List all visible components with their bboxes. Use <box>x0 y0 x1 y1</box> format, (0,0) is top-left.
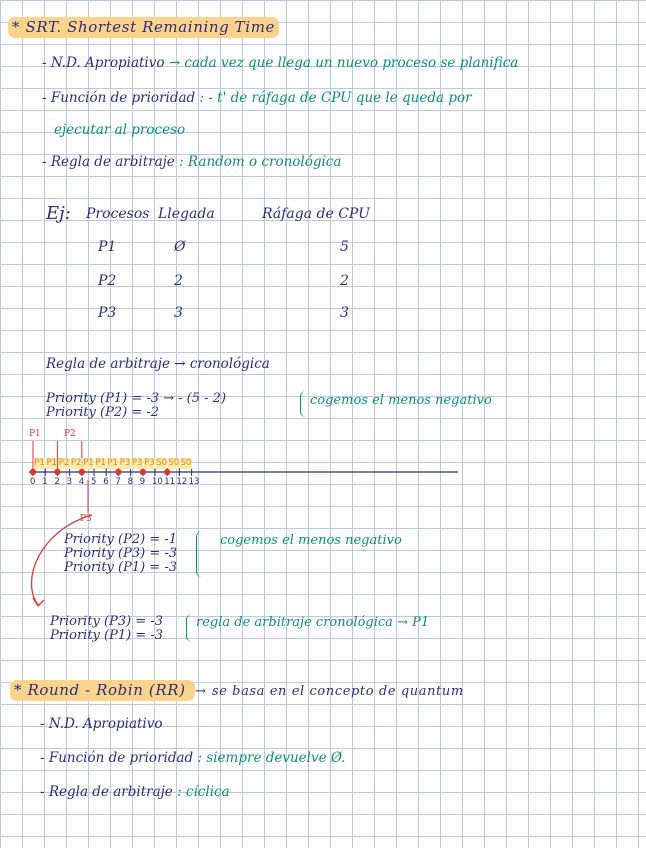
srt-line1-arrow: → <box>168 55 181 71</box>
table-cell: 2 <box>174 273 183 289</box>
table-cell: 3 <box>340 305 349 321</box>
srt-line1-rest: cada vez que llega un nuevo proceso se planifica <box>184 55 519 71</box>
table-cell: 5 <box>340 239 349 255</box>
srt-line3-prefix: - Regla de arbitraje <box>42 154 175 170</box>
arrival-label-p2: P2 <box>64 429 76 439</box>
timeline-slot: P2 <box>58 458 70 468</box>
event-dot <box>140 469 146 475</box>
rr-title-text: Round - Robin (RR) <box>27 681 186 699</box>
rr-line-1: - N.D. Apropiativo <box>40 716 163 732</box>
priority-p3-b: Priority (P3) = -3 <box>64 546 178 561</box>
srt-title-text: SRT. Shortest Remaining Time <box>25 18 275 36</box>
priority-p2-a: Priority (P2) = -2 <box>46 405 160 420</box>
table-cell: 3 <box>174 305 183 321</box>
srt-line2-rest: : - t' de ráfaga de CPU que le queda por <box>199 90 472 106</box>
timeline-slot: P1 <box>83 458 94 468</box>
priority-p3-c: Priority (P3) = -3 <box>50 614 164 629</box>
event-dot <box>115 469 121 475</box>
timeline-tick-label: 5 <box>91 477 97 487</box>
rr-line3-prefix: - Regla de arbitraje <box>40 784 173 800</box>
timeline-slot: P3 <box>131 458 143 468</box>
priority-p1-a: Priority (P1) = -3 → - (5 - 2) <box>46 391 227 406</box>
table-header-rafaga: Ráfaga de CPU <box>262 206 370 222</box>
timeline-slot: P3 <box>144 458 155 468</box>
srt-line-2-cont: ejecutar al proceso <box>54 122 186 138</box>
srt-line1-prefix: - N.D. Apropiativo <box>42 55 165 71</box>
note-less-negative-1: cogemos el menos negativo <box>310 393 492 408</box>
priority-p1-b: Priority (P1) = -3 <box>64 560 178 575</box>
note-less-negative-2: cogemos el menos negativo <box>220 533 402 548</box>
timeline-slot: P1 <box>107 458 119 468</box>
timeline-tick-label: 7 <box>115 477 121 487</box>
srt-line3-rest: : Random o cronológica <box>179 154 342 170</box>
table-header-procesos: Procesos <box>86 206 150 222</box>
timeline-slot: P3 <box>119 458 131 468</box>
timeline-tick-label: 1 <box>42 477 48 487</box>
timeline-slot: P2 <box>70 458 82 468</box>
timeline-tick-label: 8 <box>127 477 134 487</box>
timeline-tick-label: 10 <box>152 477 163 487</box>
ej-label: Ej: <box>46 203 71 224</box>
arrival-label-p3: P3 <box>80 514 92 524</box>
timeline-slot: S0 <box>156 458 167 468</box>
timeline-slot: P1 <box>34 458 45 468</box>
arrival-label-p1: P1 <box>29 429 41 439</box>
timeline-tick-label: 9 <box>139 477 146 487</box>
table-cell: P2 <box>98 273 117 289</box>
timeline-slot: P1 <box>46 458 58 468</box>
rr-line-2 <box>40 752 345 766</box>
event-dot <box>54 469 60 475</box>
rr-title-arrow: → <box>194 684 207 699</box>
event-dot <box>30 469 36 475</box>
timeline-tick-label: 13 <box>188 477 200 487</box>
timeline-tick-label: 2 <box>54 477 60 487</box>
table-cell: 2 <box>340 273 349 289</box>
rr-title <box>10 683 464 698</box>
timeline-tick-label: 11 <box>164 477 176 487</box>
srt-bullet: * <box>12 18 21 36</box>
bracket <box>196 531 202 577</box>
timeline-tick-label: 3 <box>66 477 73 487</box>
note-arbitrage-chrono: regla de arbitraje cronológica → P1 <box>196 615 430 630</box>
table-cell: Ø <box>174 239 186 255</box>
arbitrage-rule: Regla de arbitraje → cronológica <box>46 356 270 372</box>
timeline-slot: S0 <box>180 458 192 468</box>
event-dot <box>164 469 170 475</box>
bracket <box>186 614 192 642</box>
table-cell: P1 <box>98 239 117 255</box>
priority-p1-c: Priority (P1) = -3 <box>50 628 164 643</box>
rr-bullet: * <box>14 681 23 699</box>
priority-p2-b: Priority (P2) = -1 <box>64 532 178 547</box>
timeline-slot: S0 <box>168 458 180 468</box>
rr-line-3 <box>40 786 230 800</box>
rr-line3-rest: : cíclica <box>177 784 230 800</box>
timeline-tick-label: 12 <box>176 477 188 487</box>
table-header-llegada: Llegada <box>158 206 215 222</box>
rr-line2-rest: : siempre devuelve Ø. <box>197 750 346 766</box>
table-cell: P3 <box>98 305 117 321</box>
timeline-tick-label: 6 <box>103 477 109 487</box>
timeline-tick-label: 0 <box>30 477 36 487</box>
timeline-slot: P1 <box>95 458 106 468</box>
timeline-tick-label: 4 <box>78 477 85 487</box>
event-dot <box>79 469 85 475</box>
rr-line2-prefix: - Función de prioridad <box>40 750 194 766</box>
rr-title-rest: se basa en el concepto de quantum <box>211 684 464 699</box>
srt-line2-prefix: - Función de prioridad <box>42 90 196 106</box>
